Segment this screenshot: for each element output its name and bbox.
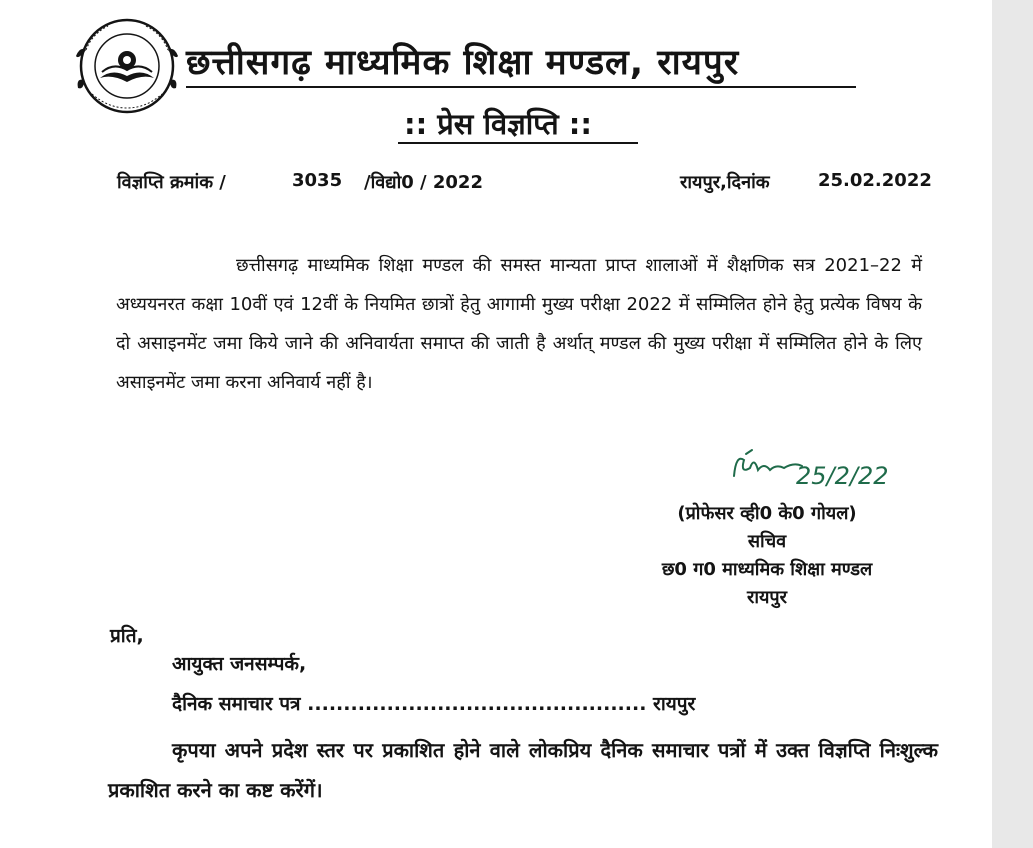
board-seal-logo xyxy=(72,16,182,116)
newspaper-label: दैनिक समाचार पत्र xyxy=(172,693,301,715)
issue-date: 25.02.2022 xyxy=(818,170,932,191)
signature-date: 25/2/22 xyxy=(796,462,889,490)
page-margin xyxy=(992,0,1033,848)
recipient-commissioner: आयुक्त जनसम्पर्क, xyxy=(172,653,307,675)
place-date-label: रायपुर,दिनांक xyxy=(680,172,770,193)
reference-number: 3035 xyxy=(292,170,343,191)
signatory-city: रायपुर xyxy=(746,587,788,608)
signatory-organization: छ0 ग0 माध्यमिक शिक्षा मण्डल xyxy=(661,559,873,580)
title-underline xyxy=(186,86,856,88)
department-code: /विद्यो0 / 2022 xyxy=(364,172,483,193)
heading-underline xyxy=(398,142,638,144)
notice-paragraph: छत्तीसगढ़ माध्यमिक शिक्षा मण्डल की समस्त मान्यता प्राप्त शालाओं में शैक्षणिक सत्र 2021–22 में अध्ययनरत कक्षा 10वीं एवं 12वीं के नियमित छात्रों हेतु आगामी मुख्य परीक्षा 2022 में सम्मिलित होने हेतु प्रत्येक विषय के दो असाइनमेंट जमा किये जाने की अनिवार्यता समाप्त की जाती है अर्थात् मण्डल की मुख्य परीक्षा में सम्मिलित होने के लिए असाइनमेंट जमा करना अनिवार्य नहीं है। xyxy=(116,255,922,393)
signatory-block xyxy=(612,500,922,612)
reference-label: विज्ञप्ति क्रमांक / xyxy=(117,172,226,193)
press-release-heading: :: प्रेस विज्ञप्ति :: xyxy=(404,107,592,141)
newspaper-blank: ............................................... xyxy=(307,693,647,715)
recipient-newspaper xyxy=(172,690,695,716)
publication-request xyxy=(108,730,938,810)
handwritten-signature xyxy=(728,446,898,496)
board-title: छत्तीसगढ़ माध्यमिक शिक्षा मण्डल, रायपुर xyxy=(186,43,740,83)
request-text: कृपया अपने प्रदेश स्तर पर प्रकाशित होने वाले लोकप्रिय दैनिक समाचार पत्रों में उक्त विज्ञप्ति निःशुल्क प्रकाशित करने का कष्ट करेंगें। xyxy=(108,738,938,802)
to-label: प्रति, xyxy=(110,625,144,647)
signatory-designation: सचिव xyxy=(747,531,787,552)
newspaper-city: रायपुर xyxy=(653,693,696,715)
signatory-name: (प्रोफेसर व्ही0 के0 गोयल) xyxy=(677,503,857,524)
notice-body xyxy=(116,246,922,402)
